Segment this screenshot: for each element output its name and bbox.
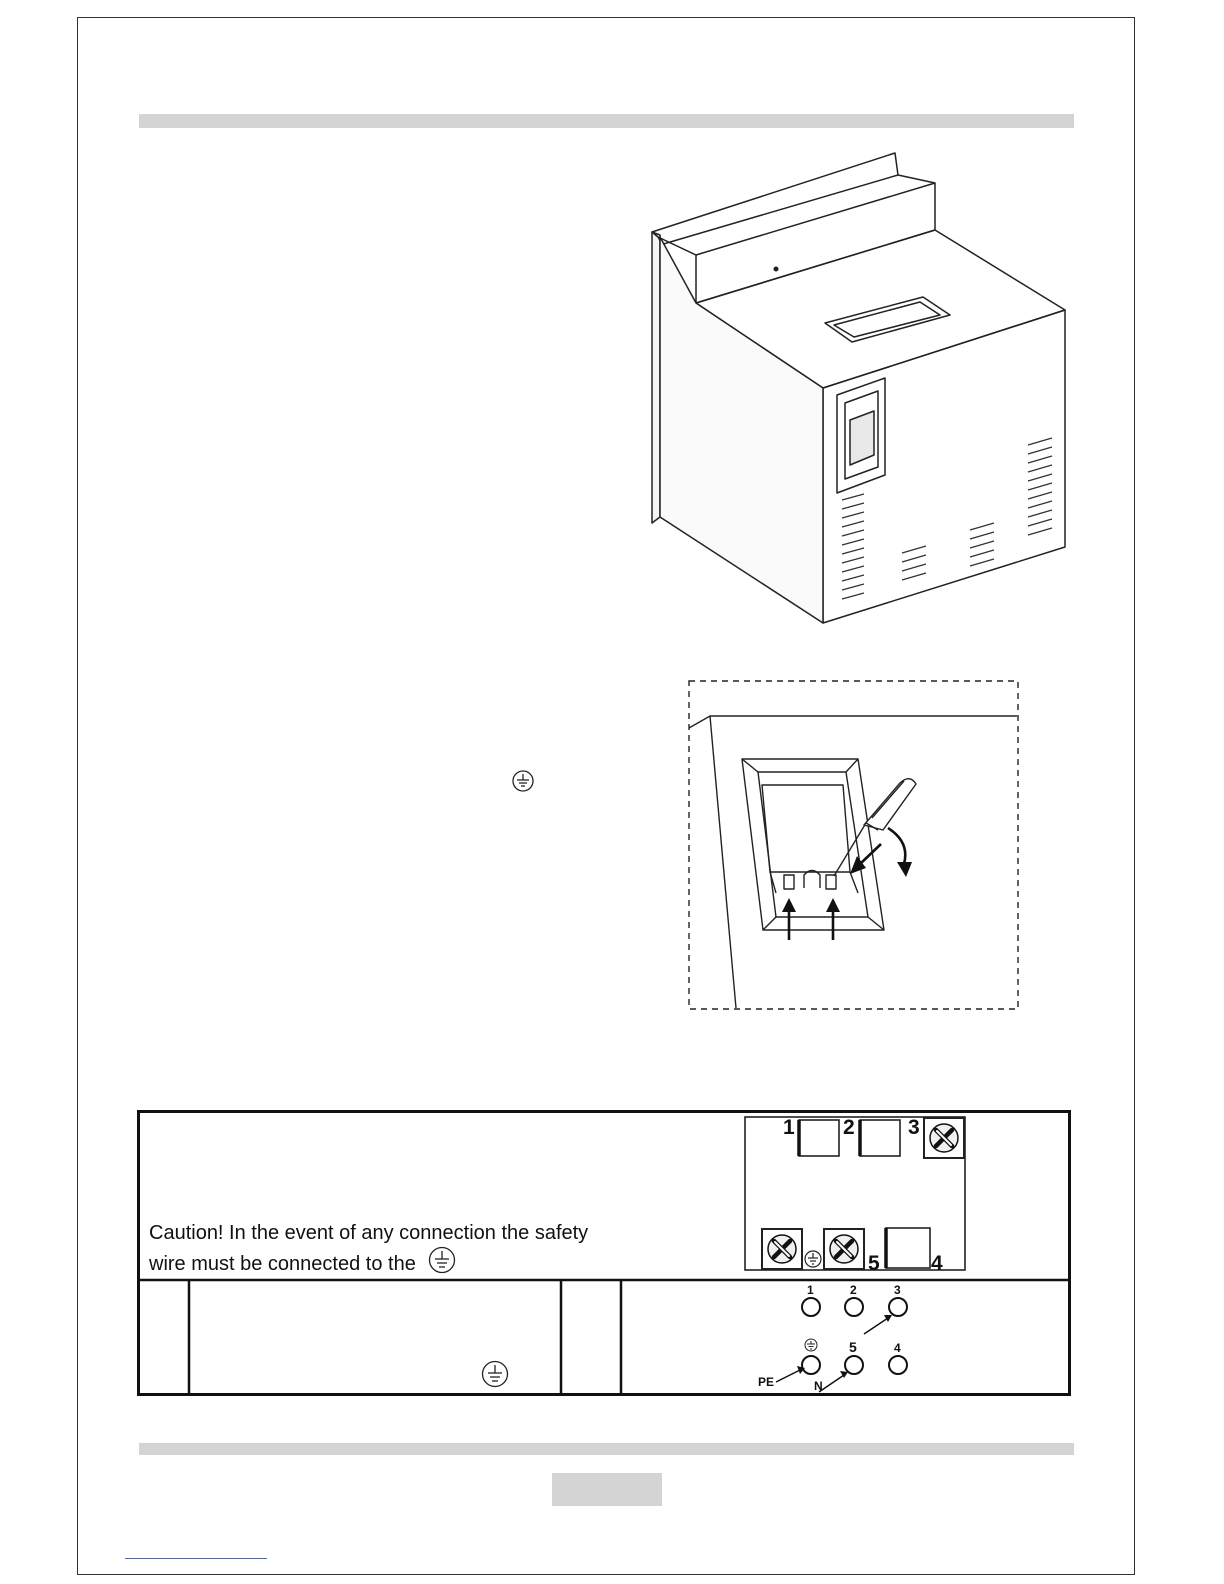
terminal-label-4: 4	[931, 1252, 943, 1275]
n-label: N	[814, 1379, 823, 1393]
terminal-cover-detail	[688, 680, 1020, 1012]
diagram-label-1: 1	[807, 1283, 814, 1297]
diagram-label-5: 5	[849, 1339, 857, 1355]
ground-icon	[481, 1360, 509, 1388]
caution-text	[149, 1218, 629, 1280]
oven-rear-illustration	[640, 145, 1080, 635]
terminal-label-3: 3	[908, 1116, 920, 1139]
header-band	[139, 114, 1074, 128]
terminal-label-2: 2	[843, 1116, 855, 1139]
ground-icon	[428, 1246, 456, 1274]
diagram-label-2: 2	[850, 1283, 857, 1297]
wiring-diagram	[750, 1282, 930, 1394]
ground-icon	[512, 770, 534, 792]
footer-band	[139, 1443, 1074, 1455]
caution-line1: Caution! In the event of any connection the safety	[149, 1222, 589, 1244]
page-number-tab	[552, 1473, 662, 1506]
caution-line2: wire must be connected to the	[149, 1253, 416, 1275]
terminal-block	[744, 1116, 966, 1275]
diagram-label-4: 4	[894, 1341, 901, 1355]
terminal-label-5: 5	[868, 1252, 880, 1275]
terminal-label-1: 1	[783, 1116, 795, 1139]
diagram-label-3: 3	[894, 1283, 901, 1297]
pe-label: PE	[758, 1375, 775, 1389]
footer-link-underline	[125, 1558, 267, 1559]
